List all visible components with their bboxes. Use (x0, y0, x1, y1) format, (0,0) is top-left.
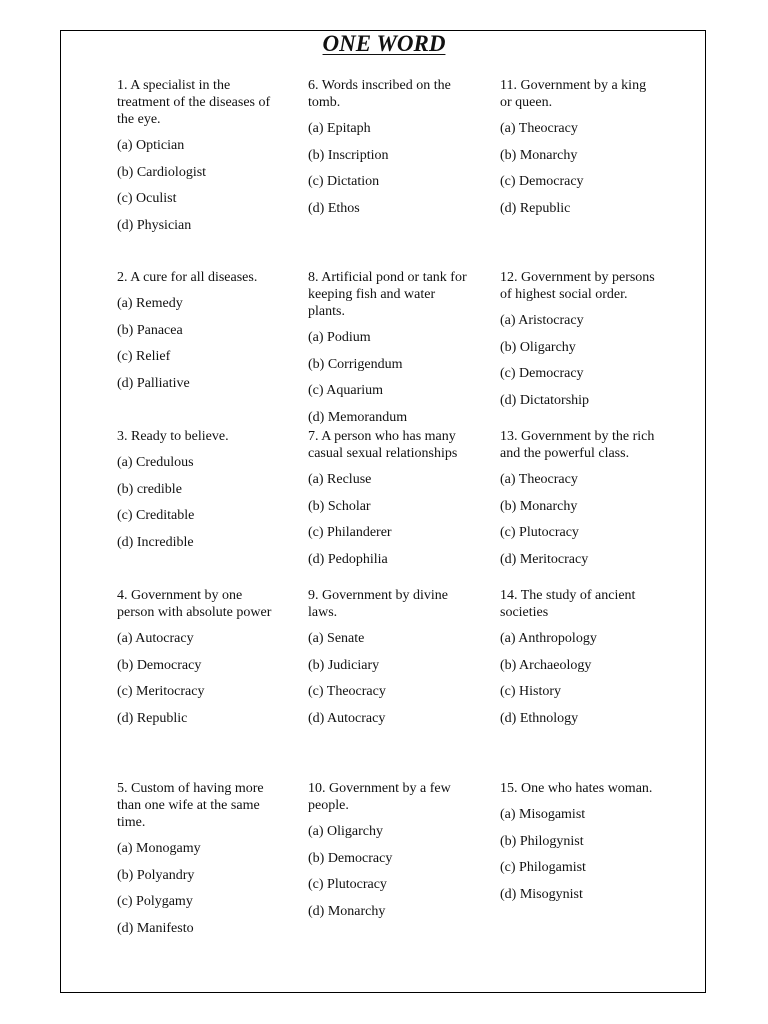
answer-option: (a) Senate (308, 631, 365, 646)
question-text: 13. Government by the rich and the powerful class. (500, 429, 655, 461)
answer-option: (d) Pedophilia (308, 551, 388, 567)
answer-option: (b) Archaeology (500, 657, 592, 673)
page-title: ONE WORD (322, 31, 446, 56)
question-text: 14. The study of ancient societies (500, 588, 636, 620)
answer-option: (c) Oculist (117, 191, 177, 206)
answer-option: (c) Democracy (500, 174, 584, 189)
answer-option: (d) Monarchy (308, 903, 386, 919)
question-text: 12. Government by persons of highest social order. (500, 270, 655, 302)
answer-option: (d) Ethnology (500, 710, 579, 726)
answer-option: (c) Theocracy (308, 684, 386, 699)
answer-option: (b) Monarchy (500, 498, 578, 514)
answer-option: (d) Meritocracy (500, 551, 589, 567)
answer-option: (c) Plutocracy (500, 525, 579, 540)
answer-option: (a) Oligarchy (308, 824, 384, 839)
question-block (117, 428, 277, 560)
question-block (117, 587, 277, 736)
answer-option: (d) Republic (117, 710, 188, 726)
answer-option: (d) Republic (500, 200, 571, 216)
question-block (500, 428, 660, 577)
question-text: 3. Ready to believe. (117, 429, 229, 444)
answer-option: (d) Physician (117, 217, 192, 233)
question-text: 7. A person who has many casual sexual relationships (308, 429, 458, 461)
answer-option: (a) Autocracy (117, 631, 194, 646)
answer-option: (b) Inscription (308, 147, 389, 163)
question-block (117, 780, 277, 946)
question-block (117, 269, 277, 401)
question-block (308, 77, 468, 226)
answer-option: (a) Aristocracy (500, 313, 584, 328)
answer-option: (b) Judiciary (308, 657, 380, 673)
question-text: 10. Government by a few people. (308, 781, 451, 813)
answer-option: (d) Misogynist (500, 886, 583, 902)
answer-option: (d) Palliative (117, 375, 190, 391)
question-block (308, 428, 468, 577)
answer-option: (d) Memorandum (308, 409, 408, 425)
question-text: 1. A specialist in the treatment of the diseases of the eye. (117, 78, 271, 127)
answer-option: (d) Autocracy (308, 710, 386, 726)
answer-option: (b) Polyandry (117, 867, 195, 883)
answer-option: (a) Theocracy (500, 472, 578, 487)
question-text: 8. Artificial pond or tank for keeping fish and water plants. (308, 270, 467, 319)
question-text: 2. A cure for all diseases. (117, 270, 258, 285)
answer-option: (c) Polygamy (117, 894, 193, 909)
question-text: 6. Words inscribed on the tomb. (308, 78, 451, 110)
question-block (117, 77, 277, 243)
answer-option: (d) Incredible (117, 534, 194, 550)
answer-option: (c) Plutocracy (308, 877, 387, 892)
question-text: 15. One who hates woman. (500, 781, 653, 796)
answer-option: (c) History (500, 684, 562, 699)
question-block (308, 780, 468, 929)
answer-option: (a) Anthropology (500, 631, 597, 646)
answer-option: (b) Democracy (308, 850, 393, 866)
question-block (500, 587, 660, 736)
answer-option: (d) Dictatorship (500, 392, 590, 408)
answer-option: (b) Democracy (117, 657, 202, 673)
answer-option: (a) Monogamy (117, 841, 201, 856)
answer-option: (a) Misogamist (500, 807, 586, 822)
answer-option: (a) Remedy (117, 296, 183, 311)
answer-option: (b) credible (117, 481, 182, 497)
answer-option: (b) Corrigendum (308, 356, 403, 372)
question-block (500, 269, 660, 418)
answer-option: (c) Creditable (117, 508, 195, 523)
answer-option: (a) Optician (117, 138, 185, 153)
answer-option: (c) Relief (117, 349, 171, 364)
answer-option: (b) Oligarchy (500, 339, 576, 355)
question-text: 4. Government by one person with absolute power (117, 588, 272, 620)
answer-option: (a) Podium (308, 330, 371, 345)
answer-option: (b) Cardiologist (117, 164, 207, 180)
answer-option: (a) Epitaph (308, 121, 371, 136)
answer-option: (a) Recluse (308, 472, 372, 487)
question-block (308, 269, 468, 435)
answer-option: (c) Aquarium (308, 383, 384, 398)
question-text: 11. Government by a king or queen. (500, 78, 647, 110)
question-block (500, 780, 660, 912)
answer-option: (c) Dictation (308, 174, 380, 189)
answer-option: (b) Scholar (308, 498, 371, 514)
question-block (500, 77, 660, 226)
answer-option: (a) Credulous (117, 455, 194, 470)
answer-option: (a) Theocracy (500, 121, 578, 136)
answer-option: (d) Manifesto (117, 920, 194, 936)
answer-option: (c) Philanderer (308, 525, 392, 540)
answer-option: (c) Meritocracy (117, 684, 205, 699)
answer-option: (b) Panacea (117, 322, 183, 338)
answer-option: (c) Democracy (500, 366, 584, 381)
question-text: 9. Government by divine laws. (308, 588, 448, 620)
answer-option: (b) Monarchy (500, 147, 578, 163)
answer-option: (b) Philogynist (500, 833, 584, 849)
answer-option: (d) Ethos (308, 200, 360, 216)
question-text: 5. Custom of having more than one wife at the same time. (117, 781, 264, 830)
answer-option: (c) Philogamist (500, 860, 586, 875)
question-block (308, 587, 468, 736)
